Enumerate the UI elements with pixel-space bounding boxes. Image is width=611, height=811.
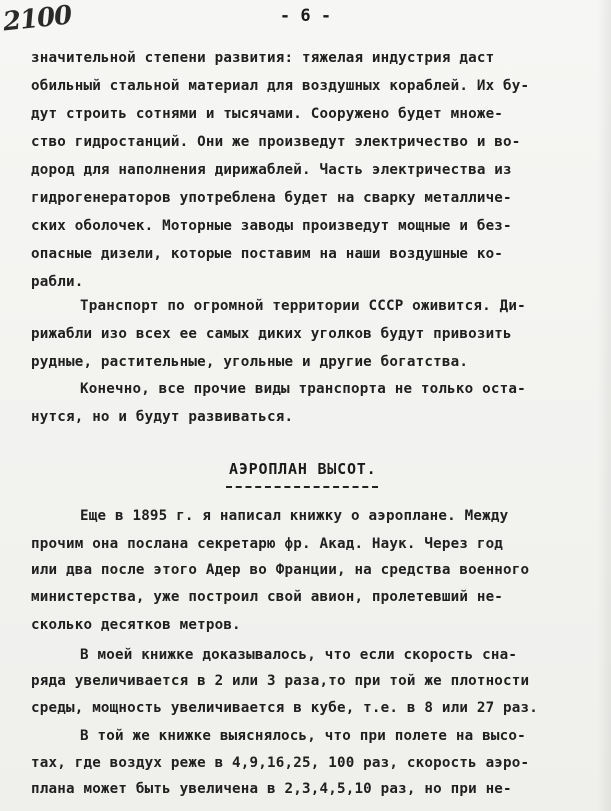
scan-edge-shadow bbox=[597, 0, 611, 811]
text-line: значительной степени развития: тяжелая индустрия даст bbox=[31, 50, 495, 66]
text-line: среды, мощность увеличивается в кубе, т.е. в 8 или 27 раз. bbox=[31, 700, 539, 716]
paragraph-first-line: Еще в 1895 г. я написал книжку о аэроплане. Между bbox=[80, 508, 509, 524]
text-line: министерства, уже построил свой авион, пролетевший не- bbox=[31, 589, 504, 605]
text-line: рабли. bbox=[31, 274, 84, 290]
text-line: опасные дизели, которые поставим на наши воздушные ко- bbox=[31, 246, 504, 262]
text-line: рижабли изо всех ее самых диких уголков будут привозить bbox=[31, 326, 512, 342]
section-heading: АЭРОПЛАН ВЫСОТ. bbox=[229, 460, 377, 478]
text-line: прочим она послана секретарю фр. Акад. Наук. Через год bbox=[31, 536, 504, 552]
text-line: плана может быть увеличена в 2,3,4,5,10 раз, но при не- bbox=[31, 781, 512, 797]
paragraph-first-line: Конечно, все прочие виды транспорта не только оста- bbox=[80, 381, 526, 397]
text-line: или два после этого Адер во Франции, на средства военного bbox=[31, 562, 530, 578]
paragraph-first-line: Транспорт по огромной территории СССР оживится. Ди- bbox=[80, 298, 526, 314]
text-line: нутся, но и будут развиваться. bbox=[31, 409, 294, 425]
text-line: рудные, растительные, угольные и другие богатства. bbox=[31, 354, 469, 370]
text-line: обильный стальной материал для воздушных кораблей. Их бу- bbox=[31, 78, 530, 94]
text-line: сколько десятков метров. bbox=[31, 617, 241, 633]
handwritten-archive-number: 2100 bbox=[1, 0, 73, 38]
text-line: дород для наполнения дирижаблей. Часть электричества из bbox=[31, 162, 512, 178]
paragraph-first-line: В той же книжке выяснялось, что при полете на высо- bbox=[80, 728, 526, 744]
text-line: ских оболочек. Моторные заводы произведут мощные и без- bbox=[31, 218, 512, 234]
text-line: ство гидростанций. Они же произведут электричество и во- bbox=[31, 134, 521, 150]
text-line: гидрогенераторов употреблена будет на сварку металличе- bbox=[31, 190, 512, 206]
heading-underline bbox=[226, 486, 378, 488]
text-line: тах, где воздух реже в 4,9,16,25, 100 раз, скорость аэро- bbox=[31, 755, 530, 771]
text-line: дут строить сотнями и тысячами. Сооружено будет множе- bbox=[31, 106, 504, 122]
paragraph-first-line: В моей книжке доказывалось, что если скорость сна- bbox=[80, 647, 518, 663]
text-line: ряда увеличивается в 2 или 3 раза,то при той же плотности bbox=[31, 673, 530, 689]
page-number: - 6 - bbox=[279, 6, 332, 26]
